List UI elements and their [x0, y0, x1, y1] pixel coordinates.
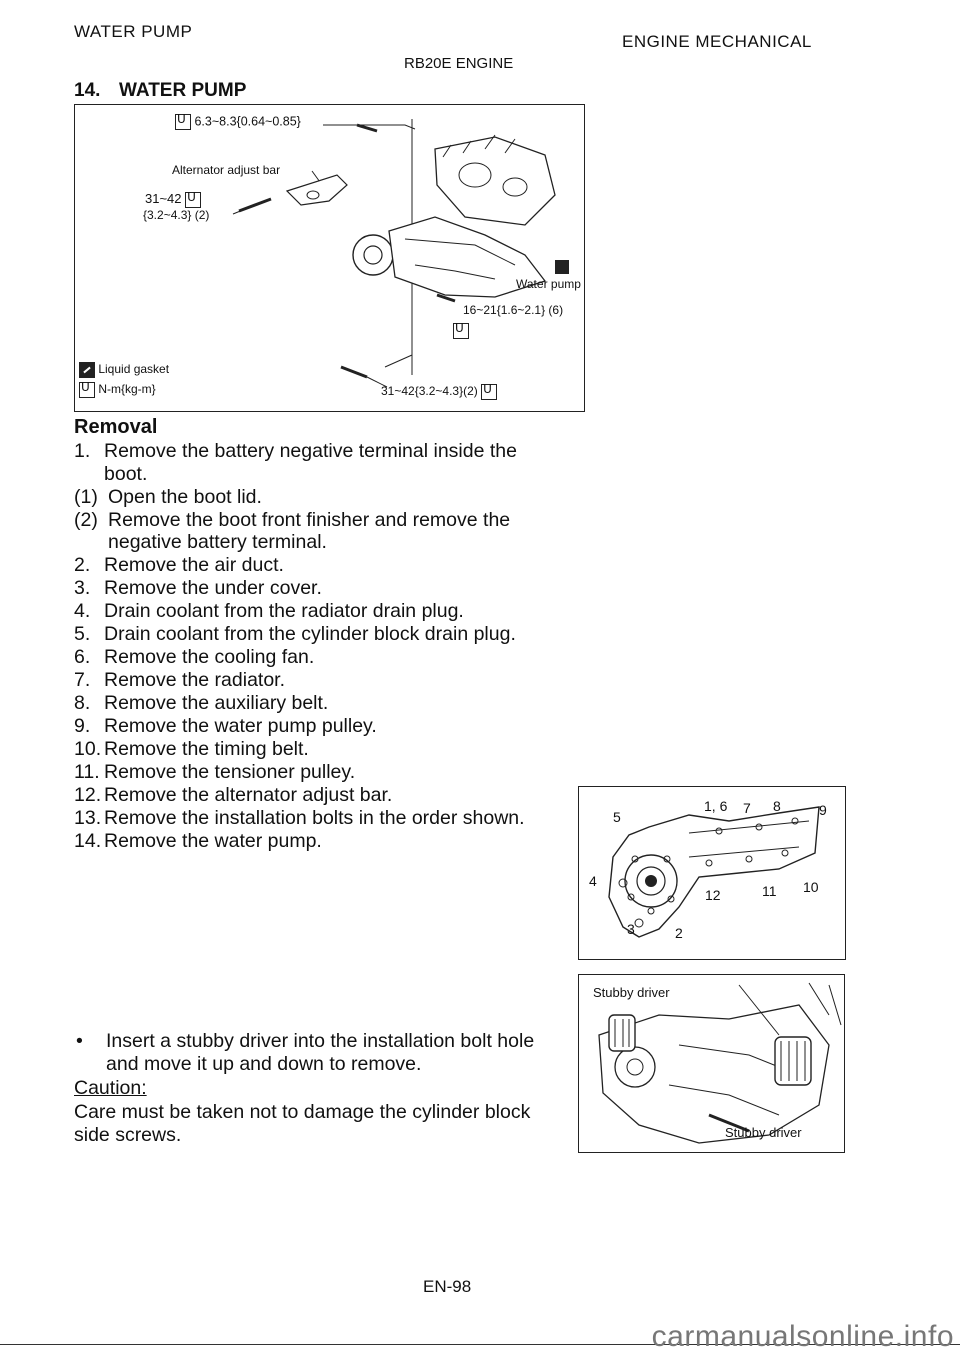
caution-line-1: Care must be taken not to damage the cylinder block: [74, 1101, 531, 1123]
bolt-number-10: 10: [803, 879, 819, 895]
step-number: 10.: [74, 738, 102, 760]
step-item: [74, 715, 574, 738]
step-item: [74, 600, 574, 623]
torque-right-label: 16~21{1.6~2.1} (6): [463, 303, 564, 317]
header-section-right: ENGINE MECHANICAL: [622, 32, 812, 51]
bolt-number-5: 5: [613, 809, 621, 825]
step-text: Remove the tensioner pulley.: [104, 761, 356, 783]
torque-icon: [481, 384, 497, 400]
torque-right-icon-wrap: [453, 323, 469, 339]
torque-left-value-a: 31~42: [145, 191, 182, 206]
legend-liquid-gasket: [79, 362, 169, 378]
step-item: [74, 623, 574, 646]
torque-bottom-label: [381, 384, 497, 400]
step-text-continued: boot.: [104, 462, 148, 485]
step-text: Open the boot lid.: [108, 485, 262, 508]
caution-label: Caution:: [74, 1077, 147, 1099]
step-number: 5.: [74, 623, 91, 645]
stubby-driver-label-bottom: Stubby driver: [725, 1125, 802, 1140]
step-item: [74, 509, 574, 554]
note-line-1: Insert a stubby driver into the installation bolt hole: [106, 1030, 535, 1052]
step-item: [74, 784, 574, 807]
bolt-number-7: 7: [743, 800, 751, 816]
section-number: 14.: [74, 80, 101, 101]
bolt-order-figure: [578, 786, 846, 960]
stubby-driver-drawing: [579, 975, 844, 1152]
step-item: [74, 738, 574, 761]
torque-icon: [185, 192, 201, 208]
step-text: Remove the under cover.: [104, 577, 322, 599]
step-number: (2): [74, 508, 98, 531]
legend-torque-text: N-m{kg-m}: [98, 382, 156, 397]
step-number: 8.: [74, 692, 91, 714]
step-text: Remove the auxiliary belt.: [104, 692, 329, 714]
step-item: [74, 807, 574, 830]
step-number: 4.: [74, 600, 91, 622]
step-number: 6.: [74, 646, 91, 668]
bolt-number-3: 3: [627, 921, 635, 937]
step-item: [74, 440, 574, 485]
step-number: 7.: [74, 669, 91, 691]
note-bullet: •: [76, 1030, 83, 1052]
torque-left-label-b: {3.2~4.3} (2): [143, 208, 210, 222]
stubby-driver-figure: [578, 974, 845, 1153]
bolt-number-11: 11: [762, 883, 777, 899]
header-section-left: WATER PUMP: [74, 22, 193, 41]
alternator-adjust-bar-label: Alternator adjust bar: [172, 163, 281, 177]
step-text: Remove the cooling fan.: [104, 646, 315, 668]
torque-bottom-value: 31~42{3.2~4.3}(2): [381, 384, 478, 399]
torque-icon: [453, 323, 469, 339]
step-text: Remove the battery negative terminal inside the: [104, 440, 517, 462]
step-number: (1): [74, 485, 98, 508]
step-number: 3.: [74, 577, 91, 599]
legend-liquid-gasket-text: Liquid gasket: [98, 362, 170, 377]
liquid-gasket-icon: [79, 362, 95, 378]
step-number: 1.: [74, 440, 91, 462]
legend-torque: [79, 382, 156, 398]
bolt-number-8: 8: [773, 798, 781, 814]
step-number: 14.: [74, 830, 102, 852]
caution-line-2: side screws.: [74, 1124, 182, 1146]
step-text: Drain coolant from the cylinder block drain plug.: [104, 623, 516, 645]
step-text: Remove the timing belt.: [104, 738, 309, 760]
stubby-driver-label-top: Stubby driver: [593, 985, 670, 1000]
torque-icon: [79, 382, 95, 398]
step-number: 2.: [74, 554, 91, 576]
step-text: Remove the water pump pulley.: [104, 715, 377, 737]
torque-top-label: [175, 114, 301, 130]
page-number: EN-98: [423, 1277, 472, 1296]
water-pump-label: Water pump: [516, 277, 581, 291]
step-item: [74, 554, 574, 577]
note-line-2: and move it up and down to remove.: [106, 1053, 422, 1075]
step-text: Drain coolant from the radiator drain plug.: [104, 600, 464, 622]
step-number: 12.: [74, 784, 102, 806]
step-number: 9.: [74, 715, 91, 737]
step-item: [74, 486, 574, 509]
step-item: [74, 646, 574, 669]
step-item: [74, 692, 574, 715]
step-text: Remove the alternator adjust bar.: [104, 784, 393, 806]
torque-left-label-a: [145, 191, 201, 208]
bolt-number-9: 9: [819, 802, 827, 818]
step-number: 13.: [74, 807, 102, 829]
step-text: Remove the radiator.: [104, 669, 286, 691]
step-item: [74, 577, 574, 600]
bolt-number-4: 4: [589, 873, 597, 889]
water-pump-exploded-figure: [74, 104, 585, 412]
step-item: [74, 669, 574, 692]
step-text: Remove the installation bolts in the order shown.: [104, 807, 525, 829]
bolt-number-12: 12: [705, 887, 721, 903]
bolt-number-1-6: 1, 6: [704, 798, 728, 814]
step-number: 11.: [74, 761, 100, 783]
removal-steps-list: [74, 440, 574, 853]
step-text: Remove the boot front finisher and remove the: [108, 508, 511, 531]
section-title: WATER PUMP: [119, 80, 247, 101]
header-engine: RB20E ENGINE: [404, 55, 514, 72]
torque-icon: [175, 114, 191, 130]
step-text: Remove the water pump.: [104, 830, 322, 852]
watermark: carmanualsonline.info: [651, 1320, 954, 1353]
bolt-number-2: 2: [675, 925, 683, 941]
step-text: Remove the air duct.: [104, 554, 284, 576]
step-item: [74, 761, 574, 784]
step-text-continued: negative battery terminal.: [108, 531, 327, 553]
torque-top-value: 6.3~8.3{0.64~0.85}: [194, 114, 301, 129]
removal-heading: Removal: [74, 416, 158, 438]
step-item: [74, 830, 574, 853]
